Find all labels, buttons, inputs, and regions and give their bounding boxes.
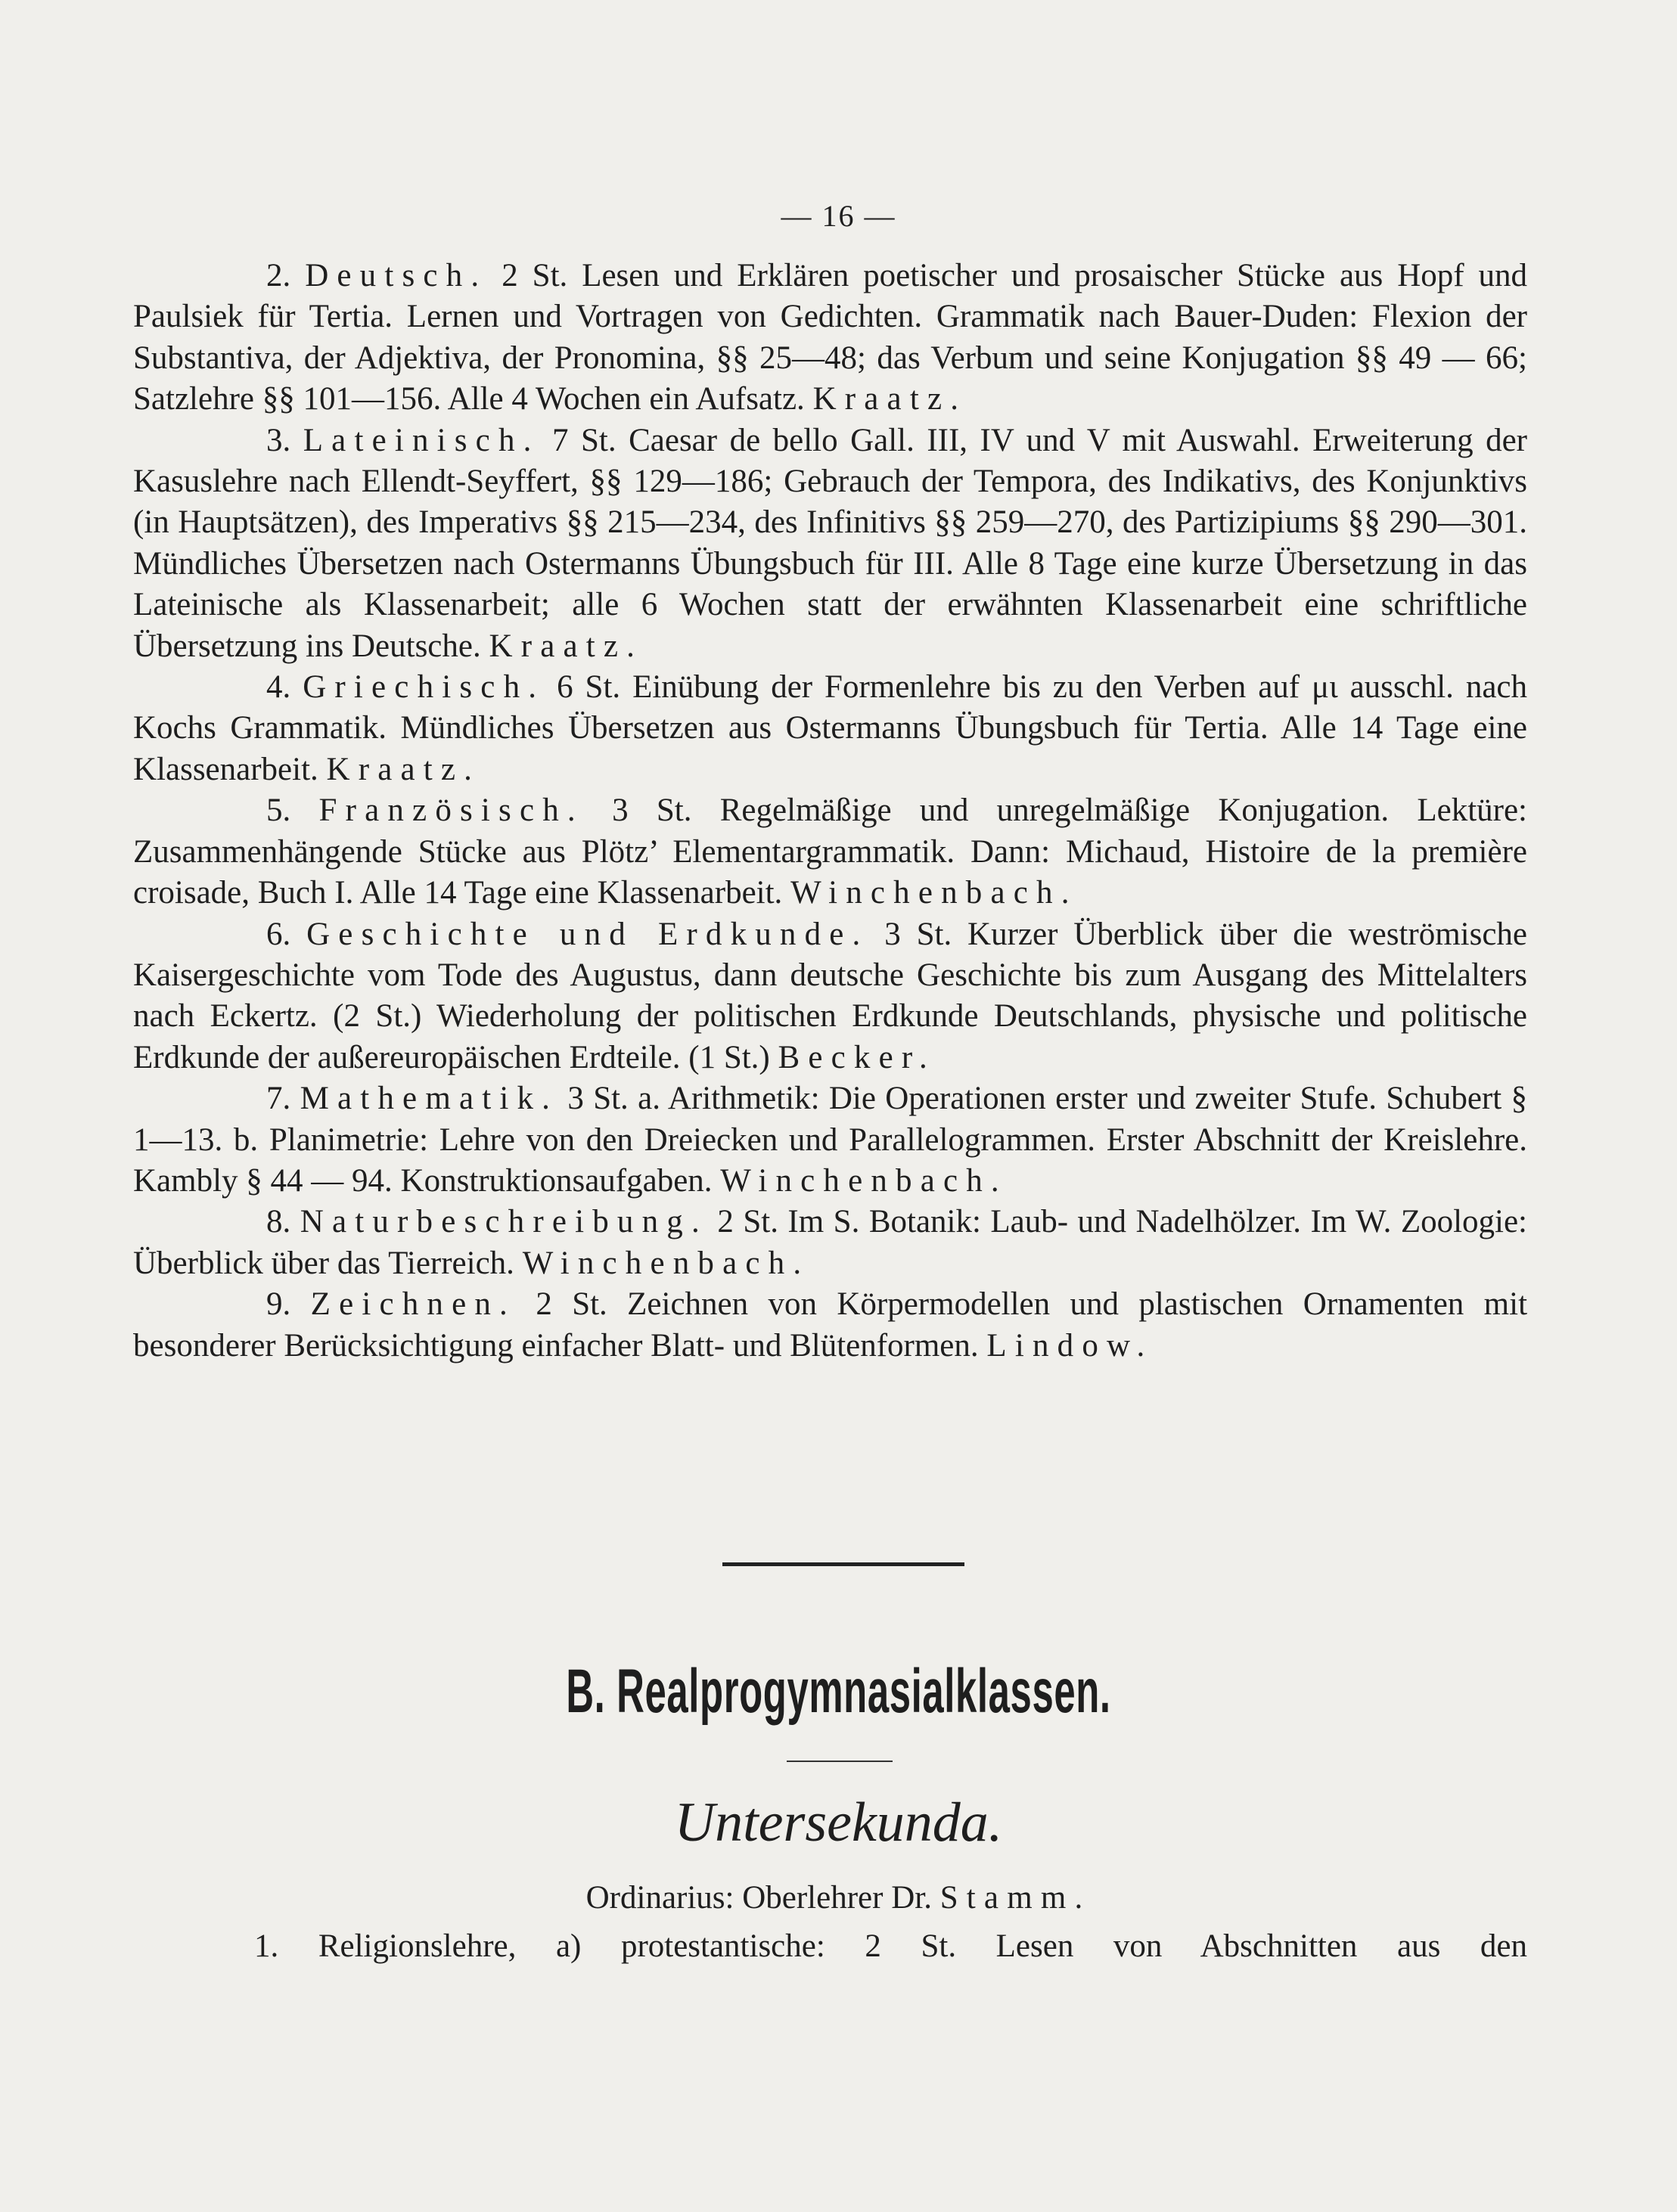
ordinarius-line bbox=[0, 1879, 1677, 1916]
paragraph-lateinisch bbox=[133, 420, 1527, 667]
subject-description: 3 St. Kurzer Überblick über die weströmische Kaisergeschichte vom Tode des Augustus, dann deutsche Geschichte bis zum Ausgang des Mittelalters nach Eckertz. (2 St.) Wiederholung der politischen Erdkunde Deutschlands, physische und politische Erdkunde der außereuropäischen Erdteile. (1 St.) bbox=[133, 916, 1528, 1075]
subject-name: Griechisch. bbox=[303, 669, 545, 706]
subject-number: 6. bbox=[266, 916, 307, 952]
subject-description: 3 St. a. Arithmetik: Die Operationen erster und zweiter Stufe. Schubert § 1—13. b. Planimetrie: Lehre von den Dreiecken und Parallelogrammen. Erster Abschnitt der Kreislehre. Kambly § 44 — 94. Konstruktionsaufgaben. bbox=[133, 1081, 1528, 1199]
subject-number: 4. bbox=[266, 669, 303, 706]
subject-number: 8. bbox=[266, 1204, 300, 1240]
subject-name: Naturbeschreibung. bbox=[300, 1204, 708, 1240]
teacher-name: Winchenbach. bbox=[790, 875, 1078, 911]
subject-description: Religionslehre, a) protestantische: 2 St. Lesen von Abschnitten aus den bbox=[318, 1928, 1527, 1964]
teacher-name: Winchenbach. bbox=[522, 1245, 810, 1281]
subject-description: 2 St. Im S. Botanik: Laub- und Nadelhölzer. Im W. Zoologie: Überblick über das Tierreich. bbox=[133, 1204, 1528, 1281]
subject-name: Zeichnen. bbox=[310, 1286, 516, 1323]
paragraph-naturbeschreibung bbox=[133, 1202, 1527, 1284]
teacher-name: Kraatz. bbox=[489, 628, 644, 664]
subject-number: 5. bbox=[266, 793, 319, 829]
section-divider-rule bbox=[722, 1562, 964, 1566]
paragraph-mathematik bbox=[133, 1078, 1527, 1202]
teacher-name: Lindow. bbox=[986, 1327, 1154, 1363]
subject-name: Mathematik. bbox=[300, 1081, 559, 1117]
ordinarius-prefix: Ordinarius: Oberlehrer Dr. bbox=[585, 1880, 940, 1916]
paragraph-franzoesisch bbox=[133, 790, 1527, 914]
class-heading: Untersekunda. bbox=[674, 1792, 1003, 1854]
page-number: — 16 — bbox=[781, 199, 896, 233]
subject-description: 7 St. Caesar de bello Gall. III, IV und V mit Auswahl. Erweiterung der Kasuslehre nach Ellendt-Seyffert, §§ 129—186; Gebrauch der Tempora, des Indikativs, des Konjunktivs (in Hauptsätzen), des Imperativs §§ 215—234, des Infinitivs §§ 259—270, des Partizipiums §§ 290—301. Mündliches Übersetzen nach Ostermanns Übungsbuch für III. Alle 8 Tage eine kurze Übersetzung in das Lateinische als Klassenarbeit; alle 6 Wochen statt der erwähnten Klassenarbeit eine schriftliche Übersetzung ins Deutsche. bbox=[133, 422, 1527, 664]
subject-name: Geschichte und Erdkunde. bbox=[306, 916, 869, 952]
subject-number: 9. bbox=[266, 1286, 311, 1323]
teacher-name: Winchenbach. bbox=[720, 1162, 1008, 1199]
subject-description: 2 St. Lesen und Erklären poetischer und prosaischer Stücke aus Hopf und Paulsiek für Tertia. Lernen und Vortragen von Gedichten. Grammatik nach Bauer-Duden: Flexion der Substantiva, der Adjektiva, der Pronomina, §§ 25—48; das Verbum und seine Konjugation §§ 49 — 66; Satzlehre §§ 101—156. Alle 4 Wochen ein Aufsatz. bbox=[133, 258, 1528, 417]
subject-name: Deutsch. bbox=[305, 258, 488, 293]
teacher-name: Kraatz. bbox=[812, 381, 967, 417]
subject-number: 3. bbox=[266, 422, 303, 458]
section-a-curriculum bbox=[133, 256, 1527, 1367]
section-b-heading: B. Realprogymnasialklassen. bbox=[566, 1657, 1111, 1726]
paragraph-deutsch bbox=[133, 256, 1527, 420]
paragraph-religionslehre bbox=[133, 1926, 1527, 1967]
subject-number: 2. bbox=[266, 258, 306, 293]
ordinarius-name: Stamm. bbox=[939, 1880, 1092, 1916]
teacher-name: Kraatz. bbox=[326, 751, 481, 787]
subject-description: 2 St. Zeichnen von Körpermodellen und plastischen Ornamenten mit besonderer Berücksichtigung einfacher Blatt- und Blütenformen. bbox=[133, 1286, 1528, 1363]
subject-description: 3 St. Regelmäßige und unregelmäßige Konjugation. Lektüre: Zusammenhängende Stücke aus Plötz’ Elementargrammatik. Dann: Michaud, Histoire de la première croisade, Buch I. Alle 14 Tage eine Klassenarbeit. bbox=[133, 793, 1528, 911]
paragraph-griechisch bbox=[133, 667, 1527, 790]
teacher-name: Becker. bbox=[778, 1039, 936, 1075]
paragraph-zeichnen bbox=[133, 1284, 1527, 1367]
subject-number: 1. bbox=[254, 1928, 318, 1964]
subject-name: Lateinisch. bbox=[303, 422, 540, 458]
subject-description: 6 St. Einübung der Formenlehre bis zu den Verben auf μι ausschl. nach Kochs Grammatik. Mündliches Übersetzen aus Ostermanns Übungsbuch für Tertia. Alle 14 Tage eine Klassenarbeit. bbox=[133, 669, 1528, 787]
subject-name: Französisch. bbox=[318, 793, 584, 829]
paragraph-geschichte-erdkunde bbox=[133, 914, 1527, 1079]
subject-number: 7. bbox=[266, 1081, 300, 1117]
heading-underline-rule bbox=[787, 1761, 893, 1762]
